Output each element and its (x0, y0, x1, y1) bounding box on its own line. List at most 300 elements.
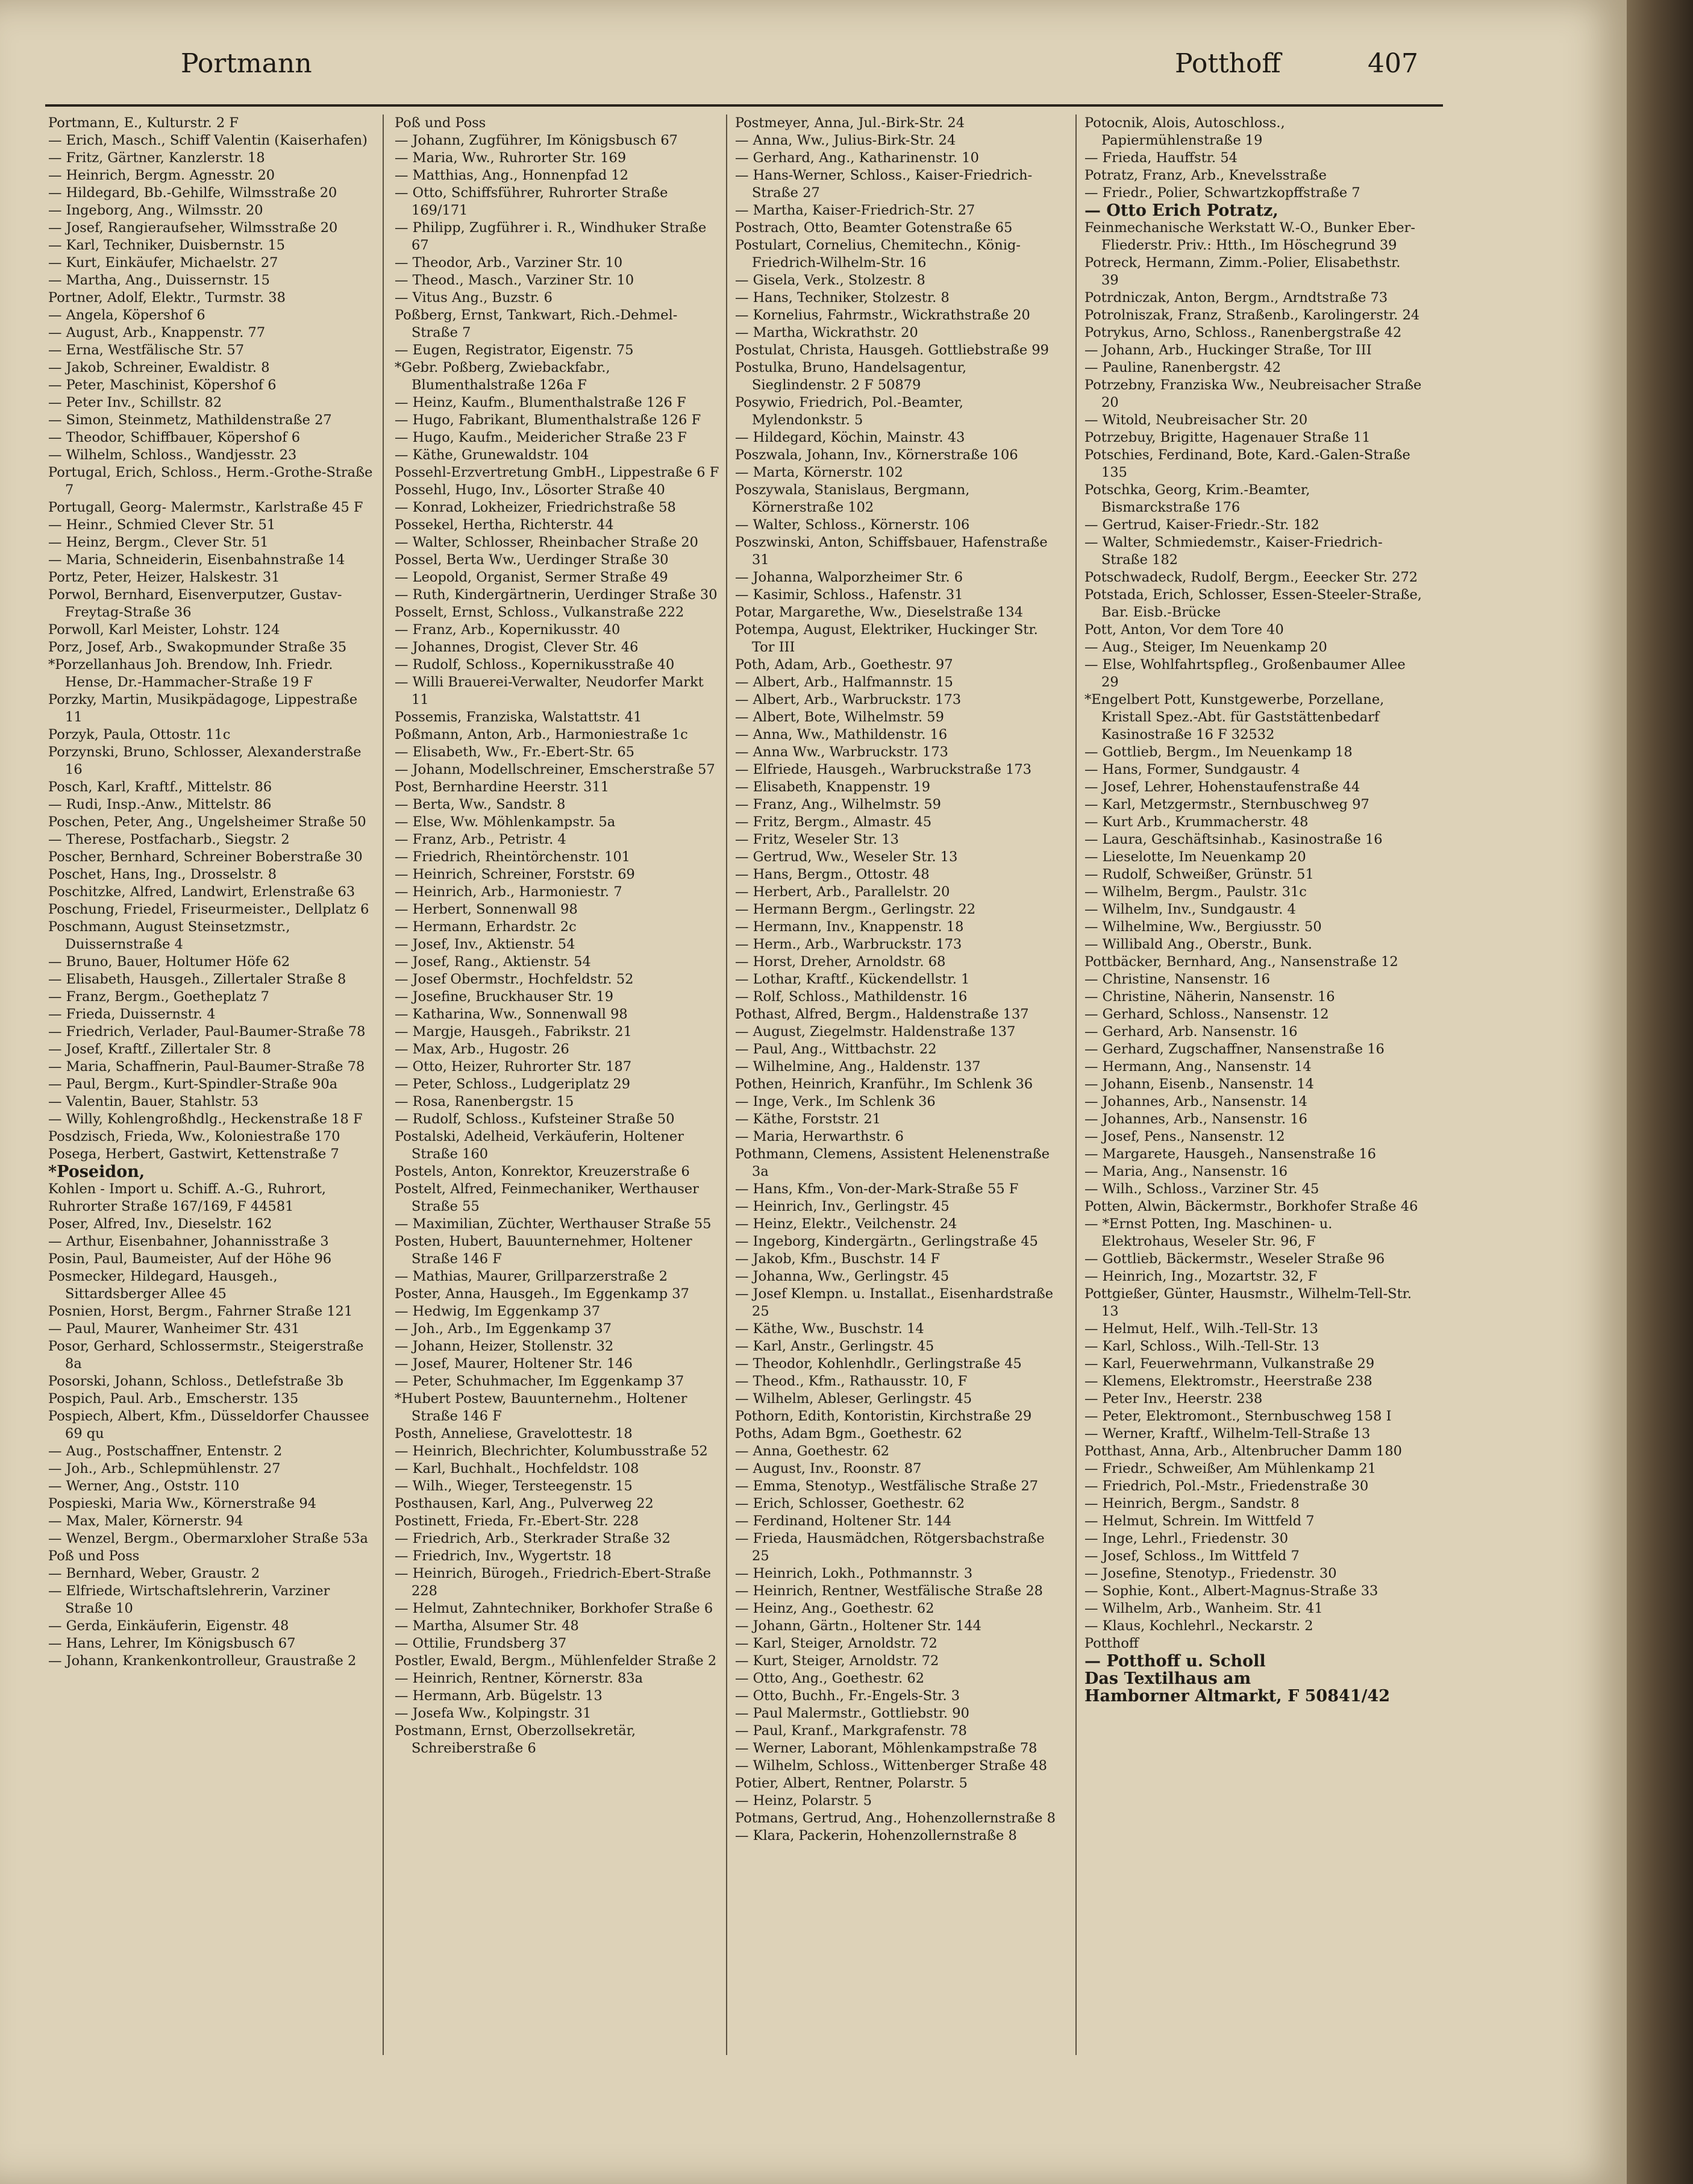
directory-entry: Feinmechanische Werkstatt W.-O., Bunker Eber-Fliederstr. Priv.: Htth., Im Höschegrund 39 (1084, 220, 1415, 253)
directory-entry: Poser, Alfred, Inv., Dieselstr. 162 (48, 1216, 272, 1232)
directory-entry: — Simon, Steinmetz, Mathildenstraße 27 (48, 412, 332, 428)
directory-entry: Porwol, Bernhard, Eisenverputzer, Gustav-Freytag-Straße 36 (48, 587, 342, 620)
directory-entry: Posch, Karl, Kraftf., Mittelstr. 86 (48, 779, 272, 795)
directory-entry: — Ingeborg, Ang., Wilmsstr. 20 (48, 202, 263, 218)
directory-entry: Potschka, Georg, Krim.-Beamter, Bismarckstraße 176 (1084, 482, 1310, 515)
directory-entry: Poschmann, August Steinsetzmstr., Duissernstraße 4 (48, 919, 290, 952)
directory-entry: Poß und Poss (395, 115, 486, 131)
directory-entry: — Heinrich, Bergm., Sandstr. 8 (1084, 1496, 1300, 1511)
directory-entry: — Valentin, Bauer, Stahlstr. 53 (48, 1094, 258, 1109)
directory-entry: Potschies, Ferdinand, Bote, Kard.-Galen-Straße 135 (1084, 447, 1410, 480)
directory-entry: — Heinrich, Bergm. Agnesstr. 20 (48, 168, 275, 183)
directory-entry: — Kasimir, Schloss., Hafenstr. 31 (735, 587, 963, 603)
directory-entry: Potrzebny, Franziska Ww., Neubreisacher Straße 20 (1084, 377, 1422, 410)
directory-entry: Poschen, Peter, Ang., Ungelsheimer Straße 50 (48, 814, 366, 830)
directory-entry: — Johanna, Walporzheimer Str. 6 (735, 570, 963, 585)
directory-entry: — Josefine, Stenotyp., Friedenstr. 30 (1084, 1566, 1337, 1581)
directory-entry: — Hermann Bergm., Gerlingstr. 22 (735, 902, 976, 917)
directory-entry: — Mathias, Maurer, Grillparzerstraße 2 (395, 1269, 668, 1284)
directory-entry: Porzynski, Bruno, Schlosser, Alexanderstraße 16 (48, 744, 361, 777)
directory-entry: Postinett, Frieda, Fr.-Ebert-Str. 228 (395, 1513, 639, 1529)
directory-entry: Kohlen - Import u. Schiff. A.-G., Ruhrort, (48, 1181, 327, 1197)
directory-entry: — Anna Ww., Warbruckstr. 173 (735, 744, 948, 760)
directory-entry: — Friedrich, Rheintörchenstr. 101 (395, 849, 631, 865)
directory-entry: — Otto, Schiffsführer, Ruhrorter Straße 169/171 (395, 185, 668, 218)
directory-entry: Possehl, Hugo, Inv., Lösorter Straße 40 (395, 482, 665, 498)
directory-entry: — Heinrich, Schreiner, Forststr. 69 (395, 867, 635, 882)
directory-entry: — Werner, Kraftf., Wilhelm-Tell-Straße 13 (1084, 1426, 1371, 1442)
directory-entry: — Walter, Schmiedemstr., Kaiser-Friedrich-Straße 182 (1084, 535, 1383, 568)
directory-entry: — Peter, Schuhmacher, Im Eggenkamp 37 (395, 1373, 684, 1389)
directory-entry: Potratz, Franz, Arb., Knevelsstraße (1084, 168, 1327, 183)
directory-entry: — Theodor, Kohlenhdlr., Gerlingstraße 45 (735, 1356, 1022, 1372)
directory-entry: Postalski, Adelheid, Verkäuferin, Holtener Straße 160 (395, 1129, 684, 1162)
directory-entry: — Josef Klempn. u. Installat., Eisenhardstraße 25 (735, 1286, 1054, 1319)
directory-entry: — Rudolf, Schloss., Kopernikusstraße 40 (395, 657, 675, 673)
directory-entry: — *Ernst Potten, Ing. Maschinen- u. Elektrohaus, Weseler Str. 96, F (1084, 1216, 1333, 1249)
directory-entry: — Anna, Goethestr. 62 (735, 1443, 890, 1459)
directory-entry: Postulat, Christa, Hausgeh. Gottliebstraße 99 (735, 342, 1049, 358)
directory-entry: — Werner, Laborant, Möhlenkampstraße 78 (735, 1740, 1037, 1756)
directory-entry: Poster, Anna, Hausgeh., Im Eggenkamp 37 (395, 1286, 689, 1302)
column-2 (395, 115, 720, 1757)
directory-entry: — Herbert, Sonnenwall 98 (395, 902, 578, 917)
directory-entry: Potrdniczak, Anton, Bergm., Arndtstraße 73 (1084, 290, 1388, 306)
directory-entry: Poßmann, Anton, Arb., Harmoniestraße 1c (395, 727, 688, 742)
directory-entry: — Josef, Pens., Nansenstr. 12 (1084, 1129, 1285, 1144)
directory-entry: — Witold, Neubreisacher Str. 20 (1084, 412, 1308, 428)
directory-entry: — Bruno, Bauer, Holtumer Höfe 62 (48, 954, 290, 970)
directory-entry: — Max, Arb., Hugostr. 26 (395, 1041, 569, 1057)
directory-entry: — Herbert, Arb., Parallelstr. 20 (735, 884, 950, 900)
directory-entry: Posywio, Friedrich, Pol.-Beamter, Mylendonkstr. 5 (735, 395, 964, 428)
directory-entry: — Laura, Geschäftsinhab., Kasinostraße 16 (1084, 832, 1383, 847)
directory-entry: — Johann, Gärtn., Holtener Str. 144 (735, 1618, 981, 1634)
directory-entry: — Josef, Rangieraufseher, Wilmsstraße 20 (48, 220, 338, 236)
directory-entry: — Jakob, Schreiner, Ewaldistr. 8 (48, 360, 270, 375)
directory-entry: — Gerhard, Zugschaffner, Nansenstraße 16 (1084, 1041, 1385, 1057)
directory-entry: — Heinrich, Rentner, Körnerstr. 83a (395, 1671, 643, 1686)
directory-entry: — Aug., Postschaffner, Entenstr. 2 (48, 1443, 283, 1459)
directory-entry: — Peter, Schloss., Ludgeriplatz 29 (395, 1076, 631, 1092)
directory-entry: — Margje, Hausgeh., Fabrikstr. 21 (395, 1024, 632, 1040)
directory-entry: Pott, Anton, Vor dem Tore 40 (1084, 622, 1284, 638)
directory-entry: — Karl, Anstr., Gerlingstr. 45 (735, 1338, 934, 1354)
directory-entry: — Max, Maler, Körnerstr. 94 (48, 1513, 243, 1529)
directory-entry: — Matthias, Ang., Honnenpfad 12 (395, 168, 629, 183)
directory-entry: — Hermann, Arb. Bügelstr. 13 (395, 1688, 602, 1704)
directory-entry: — Helmut, Zahntechniker, Borkhofer Straße 6 (395, 1601, 713, 1616)
directory-entry: Posdzisch, Frieda, Ww., Koloniestraße 170 (48, 1129, 340, 1144)
directory-entry: — Heinz, Polarstr. 5 (735, 1793, 872, 1809)
directory-entry: Portmann, E., Kulturstr. 2 F (48, 115, 239, 131)
directory-entry: — Heinrich, Bürogeh., Friedrich-Ebert-Straße 228 (395, 1566, 712, 1599)
directory-entry: Pospich, Paul. Arb., Emscherstr. 135 (48, 1391, 299, 1407)
directory-entry: — Gottlieb, Bergm., Im Neuenkamp 18 (1084, 744, 1353, 760)
directory-entry: — Karl, Feuerwehrmann, Vulkanstraße 29 (1084, 1356, 1375, 1372)
directory-entry: — Kurt Arb., Krummacherstr. 48 (1084, 814, 1309, 830)
directory-entry: Potreck, Hermann, Zimm.-Polier, Elisabethstr. 39 (1084, 255, 1401, 288)
directory-entry: — Anna, Ww., Mathildenstr. 16 (735, 727, 948, 742)
directory-entry: Potschwadeck, Rudolf, Bergm., Eeecker Str. 272 (1084, 570, 1418, 585)
directory-entry: — Margarete, Hausgeh., Nansenstraße 16 (1084, 1146, 1376, 1162)
directory-entry: — Rudolf, Schweißer, Grünstr. 51 (1084, 867, 1314, 882)
directory-entry: — Wilhelmine, Ww., Bergiusstr. 50 (1084, 919, 1322, 935)
directory-entry: — Sophie, Kont., Albert-Magnus-Straße 33 (1084, 1583, 1378, 1599)
directory-entry: — Helmut, Helf., Wilh.-Tell-Str. 13 (1084, 1321, 1318, 1337)
directory-entry: Postulka, Bruno, Handelsagentur, Sieglindenstr. 2 F 50879 (735, 360, 967, 393)
directory-entry: Pothast, Alfred, Bergm., Haldenstraße 137 (735, 1006, 1029, 1022)
directory-entry: — Potthoff u. Scholl (1084, 1652, 1266, 1671)
directory-entry: — Theod., Masch., Varziner Str. 10 (395, 272, 634, 288)
directory-entry: Possehl-Erzvertretung GmbH., Lippestraße 6 F (395, 465, 719, 480)
directory-entry: — Peter, Maschinist, Köpershof 6 (48, 377, 277, 393)
directory-entry: — Albert, Arb., Warbruckstr. 173 (735, 692, 962, 708)
directory-entry: *Poseidon, (48, 1163, 145, 1181)
directory-entry: — Maria, Ang., Nansenstr. 16 (1084, 1164, 1288, 1179)
directory-entry: — Theodor, Arb., Varziner Str. 10 (395, 255, 623, 271)
directory-entry: — Wilhelm, Ableser, Gerlingstr. 45 (735, 1391, 972, 1407)
directory-entry: Hamborner Altmarkt, F 50841/42 (1084, 1687, 1391, 1705)
directory-entry: — Franz, Arb., Kopernikusstr. 40 (395, 622, 621, 638)
directory-entry: — Otto, Buchh., Fr.-Engels-Str. 3 (735, 1688, 960, 1704)
directory-entry: — Klemens, Elektromstr., Heerstraße 238 (1084, 1373, 1372, 1389)
directory-entry: — Martha, Kaiser-Friedrich-Str. 27 (735, 202, 975, 218)
directory-entry: Potempa, August, Elektriker, Huckinger Str. Tor III (735, 622, 1038, 655)
directory-entry: — Josef, Inv., Aktienstr. 54 (395, 937, 575, 952)
directory-entry: — Vitus Ang., Buzstr. 6 (395, 290, 552, 306)
directory-entry: — Gerhard, Arb. Nansenstr. 16 (1084, 1024, 1298, 1040)
directory-entry: — August, Ziegelmstr. Haldenstraße 137 (735, 1024, 1016, 1040)
directory-entry: — Heinrich, Inv., Gerlingstr. 45 (735, 1199, 950, 1214)
directory-entry: — Franz, Bergm., Goetheplatz 7 (48, 989, 269, 1005)
directory-entry: — Ottilie, Frundsberg 37 (395, 1636, 567, 1651)
directory-entry: Potrzebuy, Brigitte, Hagenauer Straße 11 (1084, 430, 1371, 445)
directory-entry: — Johann, Krankenkontrolleur, Graustraße 2 (48, 1653, 357, 1669)
directory-entry: Potocnik, Alois, Autoschloss., Papiermühlenstraße 19 (1084, 115, 1285, 148)
directory-entry: — Walter, Schlosser, Rheinbacher Straße 20 (395, 535, 698, 550)
directory-entry: Poszwala, Johann, Inv., Körnerstraße 106 (735, 447, 1018, 463)
directory-entry: — Käthe, Ww., Buschstr. 14 (735, 1321, 924, 1337)
column-divider (1075, 115, 1077, 2055)
directory-entry: — Friedr., Polier, Schwartzkopffstraße 7 (1084, 185, 1360, 201)
directory-entry: Postrach, Otto, Beamter Gotenstraße 65 (735, 220, 1013, 236)
directory-entry: — Bernhard, Weber, Graustr. 2 (48, 1566, 260, 1581)
directory-entry: — Ruth, Kindergärtnerin, Uerdinger Straße 30 (395, 587, 718, 603)
directory-entry: — Hans, Former, Sundgaustr. 4 (1084, 762, 1300, 777)
directory-entry: — Wenzel, Bergm., Obermarxloher Straße 53a (48, 1531, 368, 1546)
directory-entry: — Johann, Eisenb., Nansenstr. 14 (1084, 1076, 1314, 1092)
directory-entry: — Joh., Arb., Schlepmühlenstr. 27 (48, 1461, 281, 1476)
directory-entry: — Elisabeth, Hausgeh., Zillertaler Straße 8 (48, 971, 346, 987)
column-divider (726, 115, 727, 2055)
directory-entry: — Rosa, Ranenbergstr. 15 (395, 1094, 574, 1109)
directory-entry: — Peter, Elektromont., Sternbuschweg 158 I (1084, 1408, 1392, 1424)
directory-entry: — Emma, Stenotyp., Westfälische Straße 27 (735, 1478, 1039, 1494)
directory-entry: — Franz, Ang., Wilhelmstr. 59 (735, 797, 941, 812)
running-head-left: Portmann (181, 48, 312, 79)
directory-entry: — Peter Inv., Heerstr. 238 (1084, 1391, 1263, 1407)
directory-entry: — Karl, Buchhalt., Hochfeldstr. 108 (395, 1461, 639, 1476)
directory-entry: — Herm., Arb., Warbruckstr. 173 (735, 937, 962, 952)
directory-entry: — Erna, Westfälische Str. 57 (48, 342, 245, 358)
directory-entry: Post, Bernhardine Heerstr. 311 (395, 779, 610, 795)
directory-entry: — Josef, Kraftf., Zillertaler Str. 8 (48, 1041, 271, 1057)
directory-entry: — Paul, Maurer, Wanheimer Str. 431 (48, 1321, 300, 1337)
directory-entry: — Maria, Herwarthstr. 6 (735, 1129, 904, 1144)
directory-entry: Poß und Poss (48, 1548, 140, 1564)
directory-entry: — Gertrud, Kaiser-Friedr.-Str. 182 (1084, 517, 1319, 533)
directory-entry: Possemis, Franziska, Walstattstr. 41 (395, 709, 642, 725)
directory-entry: — Gerda, Einkäuferin, Eigenstr. 48 (48, 1618, 289, 1634)
column-1 (48, 115, 374, 1670)
directory-entry: Potten, Alwin, Bäckermstr., Borkhofer Straße 46 (1084, 1199, 1418, 1214)
directory-entry: — Hermann, Erhardstr. 2c (395, 919, 577, 935)
directory-entry: — Ferdinand, Holtener Str. 144 (735, 1513, 952, 1529)
directory-entry: Posth, Anneliese, Gravelottestr. 18 (395, 1426, 633, 1442)
directory-entry: Pottgießer, Günter, Hausmstr., Wilhelm-Tell-Str. 13 (1084, 1286, 1412, 1319)
directory-entry: — August, Arb., Knappenstr. 77 (48, 325, 266, 340)
directory-entry: Pospieski, Maria Ww., Körnerstraße 94 (48, 1496, 317, 1511)
directory-entry: Portugall, Georg- Malermstr., Karlstraße 45 F (48, 500, 363, 515)
directory-entry: Potstada, Erich, Schlosser, Essen-Steeler-Straße, Bar. Eisb.-Brücke (1084, 587, 1422, 620)
directory-entry: Postels, Anton, Konrektor, Kreuzerstraße 6 (395, 1164, 690, 1179)
directory-entry: — Walter, Schloss., Körnerstr. 106 (735, 517, 970, 533)
directory-entry: *Hubert Postew, Bauunternehm., Holtener Straße 146 F (395, 1391, 687, 1424)
directory-entry: Posin, Paul, Baumeister, Auf der Höhe 96 (48, 1251, 332, 1267)
directory-entry: — Friedrich, Inv., Wygertstr. 18 (395, 1548, 612, 1564)
directory-entry: Porzky, Martin, Musikpädagoge, Lippestraße 11 (48, 692, 358, 725)
directory-entry: — Heinr., Schmied Clever Str. 51 (48, 517, 276, 533)
directory-entry: — Maximilian, Züchter, Werthauser Straße 55 (395, 1216, 712, 1232)
directory-entry: — Otto, Ang., Goethestr. 62 (735, 1671, 925, 1686)
directory-entry: — Friedrich, Arb., Sterkrader Straße 32 (395, 1531, 671, 1546)
directory-entry: — Gerhard, Schloss., Nansenstr. 12 (1084, 1006, 1329, 1022)
directory-entry: — Karl, Steiger, Arnoldstr. 72 (735, 1636, 937, 1651)
directory-entry: — Wilh., Schloss., Varziner Str. 45 (1084, 1181, 1319, 1197)
directory-entry: — Martha, Wickrathstr. 20 (735, 325, 918, 340)
directory-entry: — Inge, Lehrl., Friedenstr. 30 (1084, 1531, 1289, 1546)
directory-entry: — Jakob, Kfm., Buschstr. 14 F (735, 1251, 940, 1267)
directory-entry: — Eugen, Registrator, Eigenstr. 75 (395, 342, 634, 358)
directory-entry: Poszywala, Stanislaus, Bergmann, Körnerstraße 102 (735, 482, 970, 515)
directory-entry: — Hans-Werner, Schloss., Kaiser-Friedrich-Straße 27 (735, 168, 1033, 201)
directory-entry: — Karl, Metzgermstr., Sternbuschweg 97 (1084, 797, 1369, 812)
directory-entry: — Wilhelm, Bergm., Paulstr. 31c (1084, 884, 1307, 900)
directory-entry: — Erich, Masch., Schiff Valentin (Kaiserhafen) (48, 133, 368, 148)
directory-entry: — Friedrich, Verlader, Paul-Baumer-Straße 78 (48, 1024, 366, 1040)
directory-entry: — Theodor, Schiffbauer, Köpershof 6 (48, 430, 301, 445)
page-number: 407 (1368, 48, 1418, 79)
directory-entry: — Hedwig, Im Eggenkamp 37 (395, 1304, 601, 1319)
directory-entry: *Engelbert Pott, Kunstgewerbe, Porzellane, Kristall Spez.-Abt. für Gaststättenbedarf Kasinostraße 16 F 32532 (1084, 692, 1385, 742)
directory-entry: — Friedr., Schweißer, Am Mühlenkamp 21 (1084, 1461, 1377, 1476)
directory-entry: — Hans, Techniker, Stolzestr. 8 (735, 290, 950, 306)
directory-entry: *Porzellanhaus Joh. Brendow, Inh. Friedr. Hense, Dr.-Hammacher-Straße 19 F (48, 657, 333, 690)
directory-entry: — Kurt, Einkäufer, Michaelstr. 27 (48, 255, 278, 271)
directory-entry: — Lieselotte, Im Neuenkamp 20 (1084, 849, 1306, 865)
directory-entry: — Klaus, Kochlehrl., Neckarstr. 2 (1084, 1618, 1313, 1634)
directory-entry: — Franz, Arb., Petristr. 4 (395, 832, 566, 847)
directory-entry: — Else, Ww. Möhlenkampstr. 5a (395, 814, 616, 830)
directory-entry: — Elisabeth, Knappenstr. 19 (735, 779, 931, 795)
page-header (0, 48, 1627, 96)
directory-entry: — Wilh., Wieger, Tersteegenstr. 15 (395, 1478, 633, 1494)
directory-entry: — Christine, Näherin, Nansenstr. 16 (1084, 989, 1335, 1005)
directory-entry: — Gertrud, Ww., Weseler Str. 13 (735, 849, 958, 865)
header-rule (45, 104, 1443, 107)
directory-entry: Potthoff (1084, 1636, 1139, 1651)
directory-entry: — Konrad, Lokheizer, Friedrichstraße 58 (395, 500, 676, 515)
directory-entry: — Paul Malermstr., Gottliebstr. 90 (735, 1705, 969, 1721)
directory-entry: — Karl, Schloss., Wilh.-Tell-Str. 13 (1084, 1338, 1319, 1354)
directory-entry: — Erich, Schlosser, Goethestr. 62 (735, 1496, 965, 1511)
directory-entry: — Marta, Körnerstr. 102 (735, 465, 903, 480)
directory-entry: — Josef, Schloss., Im Wittfeld 7 (1084, 1548, 1300, 1564)
directory-entry: Potier, Albert, Rentner, Polarstr. 5 (735, 1775, 968, 1791)
directory-entry: — Wilhelmine, Ang., Haldenstr. 137 (735, 1059, 981, 1075)
directory-entry: — Heinrich, Blechrichter, Kolumbusstraße 52 (395, 1443, 708, 1459)
directory-entry: — Ingeborg, Kindergärtn., Gerlingstraße 45 (735, 1234, 1038, 1249)
directory-entry: — Kurt, Steiger, Arnoldstr. 72 (735, 1653, 939, 1669)
directory-entry: Porzyk, Paula, Ottostr. 11c (48, 727, 231, 742)
directory-entry: — Johann, Zugführer, Im Königsbusch 67 (395, 133, 678, 148)
directory-entry: — Hans, Lehrer, Im Königsbusch 67 (48, 1636, 296, 1651)
directory-entry: — Frieda, Hausmädchen, Rötgersbachstraße 25 (735, 1531, 1045, 1564)
directory-entry: — Rolf, Schloss., Mathildenstr. 16 (735, 989, 968, 1005)
directory-entry: — Helmut, Schrein. Im Wittfeld 7 (1084, 1513, 1315, 1529)
running-head-right: Potthoff (1175, 48, 1281, 79)
directory-entry: — Martha, Ang., Duissernstr. 15 (48, 272, 270, 288)
directory-entry: — Gisela, Verk., Stolzestr. 8 (735, 272, 925, 288)
directory-entry: — Maria, Ww., Ruhrorter Str. 169 (395, 150, 627, 166)
directory-entry: Ruhrorter Straße 167/169, F 44581 (48, 1199, 294, 1214)
directory-entry: — Otto, Heizer, Ruhrorter Str. 187 (395, 1059, 632, 1075)
directory-entry: — Wilhelm, Schloss., Wandjesstr. 23 (48, 447, 297, 463)
directory-entry: — Christine, Nansenstr. 16 (1084, 971, 1270, 987)
directory-entry: — Otto Erich Potratz, (1084, 201, 1278, 220)
directory-entry: — Elfriede, Hausgeh., Warbruckstraße 173 (735, 762, 1032, 777)
directory-entry: — Wilhelm, Schloss., Wittenberger Straße 48 (735, 1758, 1047, 1774)
directory-entry: — Horst, Dreher, Arnoldstr. 68 (735, 954, 946, 970)
directory-entry: — Käthe, Forststr. 21 (735, 1111, 881, 1127)
directory-entry: — Josef, Rang., Aktienstr. 54 (395, 954, 591, 970)
directory-entry: Posega, Herbert, Gastwirt, Kettenstraße 7 (48, 1146, 339, 1162)
directory-entry: — Anna, Ww., Julius-Birk-Str. 24 (735, 133, 956, 148)
directory-entry: Poschet, Hans, Ing., Drosselstr. 8 (48, 867, 277, 882)
directory-entry: Poszwinski, Anton, Schiffsbauer, Hafenstraße 31 (735, 535, 1048, 568)
directory-entry: — Maria, Schneiderin, Eisenbahnstraße 14 (48, 552, 345, 568)
directory-entry: — Josefine, Bruckhauser Str. 19 (395, 989, 614, 1005)
directory-entry: — Frieda, Duissernstr. 4 (48, 1006, 216, 1022)
directory-entry: Postulart, Cornelius, Chemitechn., König-Friedrich-Wilhelm-Str. 16 (735, 237, 1021, 271)
directory-entry: — Philipp, Zugführer i. R., Windhuker Straße 67 (395, 220, 707, 253)
directory-entry: — Heinz, Kaufm., Blumenthalstraße 126 F (395, 395, 686, 410)
directory-entry: — Theod., Kfm., Rathausstr. 10, F (735, 1373, 968, 1389)
directory-entry: — Klara, Packerin, Hohenzollernstraße 8 (735, 1828, 1017, 1844)
directory-entry: — Johannes, Arb., Nansenstr. 16 (1084, 1111, 1307, 1127)
directory-entry: — Johann, Modellschreiner, Emscherstraße 57 (395, 762, 715, 777)
directory-entry: — Johann, Arb., Huckinger Straße, Tor III (1084, 342, 1372, 358)
directory-entry: Das Textilhaus am (1084, 1669, 1251, 1688)
directory-entry: — Heinrich, Ing., Mozartstr. 32, F (1084, 1269, 1318, 1284)
directory-entry: — Heinrich, Rentner, Westfälische Straße 28 (735, 1583, 1043, 1599)
directory-entry: — Maria, Schaffnerin, Paul-Baumer-Straße 78 (48, 1059, 365, 1075)
directory-entry: Poßberg, Ernst, Tankwart, Rich.-Dehmel-Straße 7 (395, 307, 678, 340)
directory-entry: — Paul, Kranf., Markgrafenstr. 78 (735, 1723, 967, 1739)
directory-entry: Portner, Adolf, Elektr., Turmstr. 38 (48, 290, 286, 306)
directory-entry: *Gebr. Poßberg, Zwiebackfabr., Blumenthalstraße 126a F (395, 360, 610, 393)
column-3 (735, 115, 1060, 1845)
directory-entry: — Joh., Arb., Im Eggenkamp 37 (395, 1321, 612, 1337)
directory-entry: Poschung, Friedel, Friseurmeister., Dellplatz 6 (48, 902, 369, 917)
directory-entry: — Heinz, Ang., Goethestr. 62 (735, 1601, 934, 1616)
directory-entry: — Rudi, Insp.-Anw., Mittelstr. 86 (48, 797, 272, 812)
directory-entry: — Angela, Köpershof 6 (48, 307, 205, 323)
directory-entry: Portugal, Erich, Schloss., Herm.-Grothe-Straße 7 (48, 465, 373, 498)
directory-entry: — Hans, Kfm., Von-der-Mark-Straße 55 F (735, 1181, 1019, 1197)
directory-entry: — Heinrich, Lokh., Pothmannstr. 3 (735, 1566, 973, 1581)
directory-entry: — Fritz, Weseler Str. 13 (735, 832, 899, 847)
column-4 (1084, 115, 1422, 1705)
directory-entry: — Rudolf, Schloss., Kufsteiner Straße 50 (395, 1111, 675, 1127)
directory-entry: Poschitzke, Alfred, Landwirt, Erlenstraße 63 (48, 884, 355, 900)
directory-entry: Possekel, Hertha, Richterstr. 44 (395, 517, 614, 533)
directory-entry: — Elisabeth, Ww., Fr.-Ebert-Str. 65 (395, 744, 635, 760)
directory-entry: — Josef Obermstr., Hochfeldstr. 52 (395, 971, 634, 987)
directory-entry: — Hermann, Ang., Nansenstr. 14 (1084, 1059, 1312, 1075)
directory-entry: — Hildegard, Köchin, Mainstr. 43 (735, 430, 965, 445)
directory-entry: — Willi Brauerei-Verwalter, Neudorfer Markt 11 (395, 674, 704, 708)
directory-entry: Potmans, Gertrud, Ang., Hohenzollernstraße 8 (735, 1810, 1056, 1826)
directory-entry: Posten, Hubert, Bauunternehmer, Holtener Straße 146 F (395, 1234, 692, 1267)
directory-entry: Postler, Ewald, Bergm., Mühlenfelder Straße 2 (395, 1653, 717, 1669)
directory-entry: Poth, Adam, Arb., Goethestr. 97 (735, 657, 953, 673)
directory-entry: Potrolniszak, Franz, Straßenb., Karolingerstr. 24 (1084, 307, 1420, 323)
directory-entry: — Aug., Steiger, Im Neuenkamp 20 (1084, 639, 1327, 655)
directory-entry: — Willibald Ang., Oberstr., Bunk. (1084, 937, 1312, 952)
directory-entry: Posor, Gerhard, Schlossermstr., Steigerstraße 8a (48, 1338, 364, 1372)
directory-entry: — Arthur, Eisenbahner, Johannisstraße 3 (48, 1234, 329, 1249)
directory-entry: — Berta, Ww., Sandstr. 8 (395, 797, 566, 812)
directory-entry: — Lothar, Kraftf., Kückendellstr. 1 (735, 971, 970, 987)
directory-entry: — Werner, Ang., Oststr. 110 (48, 1478, 240, 1494)
directory-entry: Posthausen, Karl, Ang., Pulverweg 22 (395, 1496, 654, 1511)
directory-entry: — Hans, Bergm., Ottostr. 48 (735, 867, 930, 882)
directory-entry: — Martha, Alsumer Str. 48 (395, 1618, 579, 1634)
directory-entry: — Johannes, Arb., Nansenstr. 14 (1084, 1094, 1307, 1109)
directory-entry: — Leopold, Organist, Sermer Straße 49 (395, 570, 668, 585)
directory-entry: Potthast, Anna, Arb., Altenbrucher Damm 180 (1084, 1443, 1402, 1459)
directory-entry: Poscher, Bernhard, Schreiner Boberstraße 30 (48, 849, 363, 865)
directory-entry: Pothorn, Edith, Kontoristin, Kirchstraße 29 (735, 1408, 1032, 1424)
directory-entry: — Heinz, Bergm., Clever Str. 51 (48, 535, 269, 550)
directory-entry: — Friedrich, Pol.-Mstr., Friedenstraße 30 (1084, 1478, 1369, 1494)
directory-entry: Porwoll, Karl Meister, Lohstr. 124 (48, 622, 280, 638)
directory-entry: — Hermann, Inv., Knappenstr. 18 (735, 919, 964, 935)
directory-entry: — Johanna, Ww., Gerlingstr. 45 (735, 1269, 950, 1284)
directory-entry: — Paul, Bergm., Kurt-Spindler-Straße 90a (48, 1076, 338, 1092)
directory-entry: Pottbäcker, Bernhard, Ang., Nansenstraße 12 (1084, 954, 1398, 970)
directory-entry: Posselt, Ernst, Schloss., Vulkanstraße 222 (395, 604, 684, 620)
directory-entry: — August, Inv., Roonstr. 87 (735, 1461, 922, 1476)
directory-entry: — Karl, Techniker, Duisbernstr. 15 (48, 237, 286, 253)
directory-entry: — Käthe, Grunewaldstr. 104 (395, 447, 589, 463)
directory-entry: — Frieda, Hauffstr. 54 (1084, 150, 1238, 166)
directory-entry: — Paul, Ang., Wittbachstr. 22 (735, 1041, 937, 1057)
directory-entry: — Heinrich, Arb., Harmoniestr. 7 (395, 884, 622, 900)
directory-entry: Postmeyer, Anna, Jul.-Birk-Str. 24 (735, 115, 965, 131)
